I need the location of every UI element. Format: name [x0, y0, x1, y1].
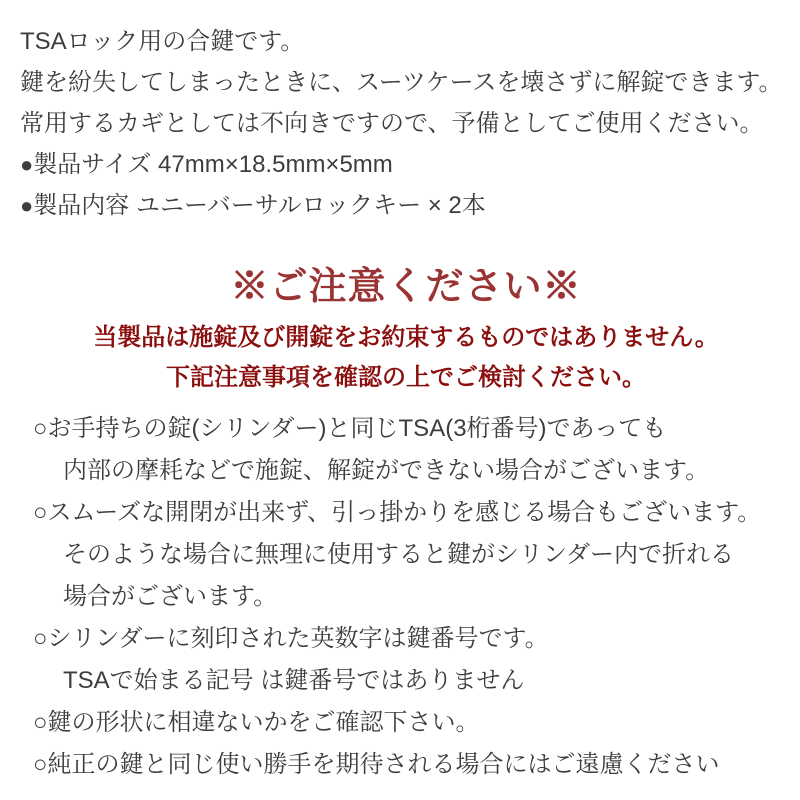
spec-item-contents-text: 製品内容 ユニーバーサルロックキー × 2本 — [33, 192, 486, 219]
intro-paragraph — [20, 21, 792, 144]
dot-bullet-icon: ● — [20, 193, 34, 218]
spec-item-contents — [20, 185, 792, 226]
dot-bullet-icon: ● — [20, 152, 34, 177]
caution-line-text: 鍵の形状に相違ないかをご確認下さい。 — [47, 709, 480, 736]
circle-bullet-icon: ○ — [33, 415, 48, 442]
circle-bullet-icon: ○ — [33, 751, 48, 778]
warning-line: 当製品は施錠及び開錠をお約束するものではありません。 — [93, 324, 719, 351]
spec-item-size — [20, 144, 792, 185]
circle-bullet-icon: ○ — [33, 499, 48, 526]
caution-item — [33, 702, 792, 744]
caution-item — [33, 744, 792, 786]
caution-item — [33, 492, 792, 618]
caution-line-text: 場合がございます。 — [63, 583, 278, 610]
intro-line: 常用するカギとしては不向きですので、予備としてご使用ください。 — [20, 110, 764, 137]
warning-line: 下記注意事項を確認の上でご検討ください。 — [166, 364, 646, 391]
caution-item — [33, 618, 792, 702]
caution-line-text: お手持ちの錠(シリンダー)と同じTSA(3桁番号)であっても — [47, 415, 667, 442]
circle-bullet-icon: ○ — [33, 625, 48, 652]
caution-line-text: 純正の鍵と同じ使い勝手を期待される場合にはご遠慮ください — [47, 751, 720, 778]
caution-list — [20, 408, 792, 786]
intro-line: 鍵を紛失してしまったときに、スーツケースを壊さずに解錠できます。 — [20, 69, 783, 96]
spec-list — [20, 144, 792, 226]
intro-line: TSAロック用の合鍵です。 — [20, 28, 305, 55]
notice-title: ※ご注意ください※ — [230, 266, 582, 308]
caution-line-text: TSAで始まる記号 は鍵番号ではありません — [63, 667, 525, 694]
warning-block — [20, 318, 792, 398]
spec-item-size-text: 製品サイズ 47mm×18.5mm×5mm — [33, 151, 393, 178]
caution-item — [33, 408, 792, 492]
caution-line-text: そのような場合に無理に使用すると鍵がシリンダー内で折れる — [63, 541, 735, 568]
caution-line-text: 内部の摩耗などで施錠、解錠ができない場合がございます。 — [63, 457, 710, 484]
caution-line-text: シリンダーに刻印された英数字は鍵番号です。 — [47, 625, 549, 652]
circle-bullet-icon: ○ — [33, 709, 48, 736]
caution-line-text: スムーズな開閉が出来ず、引っ掛かりを感じる場合もございます。 — [47, 499, 762, 526]
